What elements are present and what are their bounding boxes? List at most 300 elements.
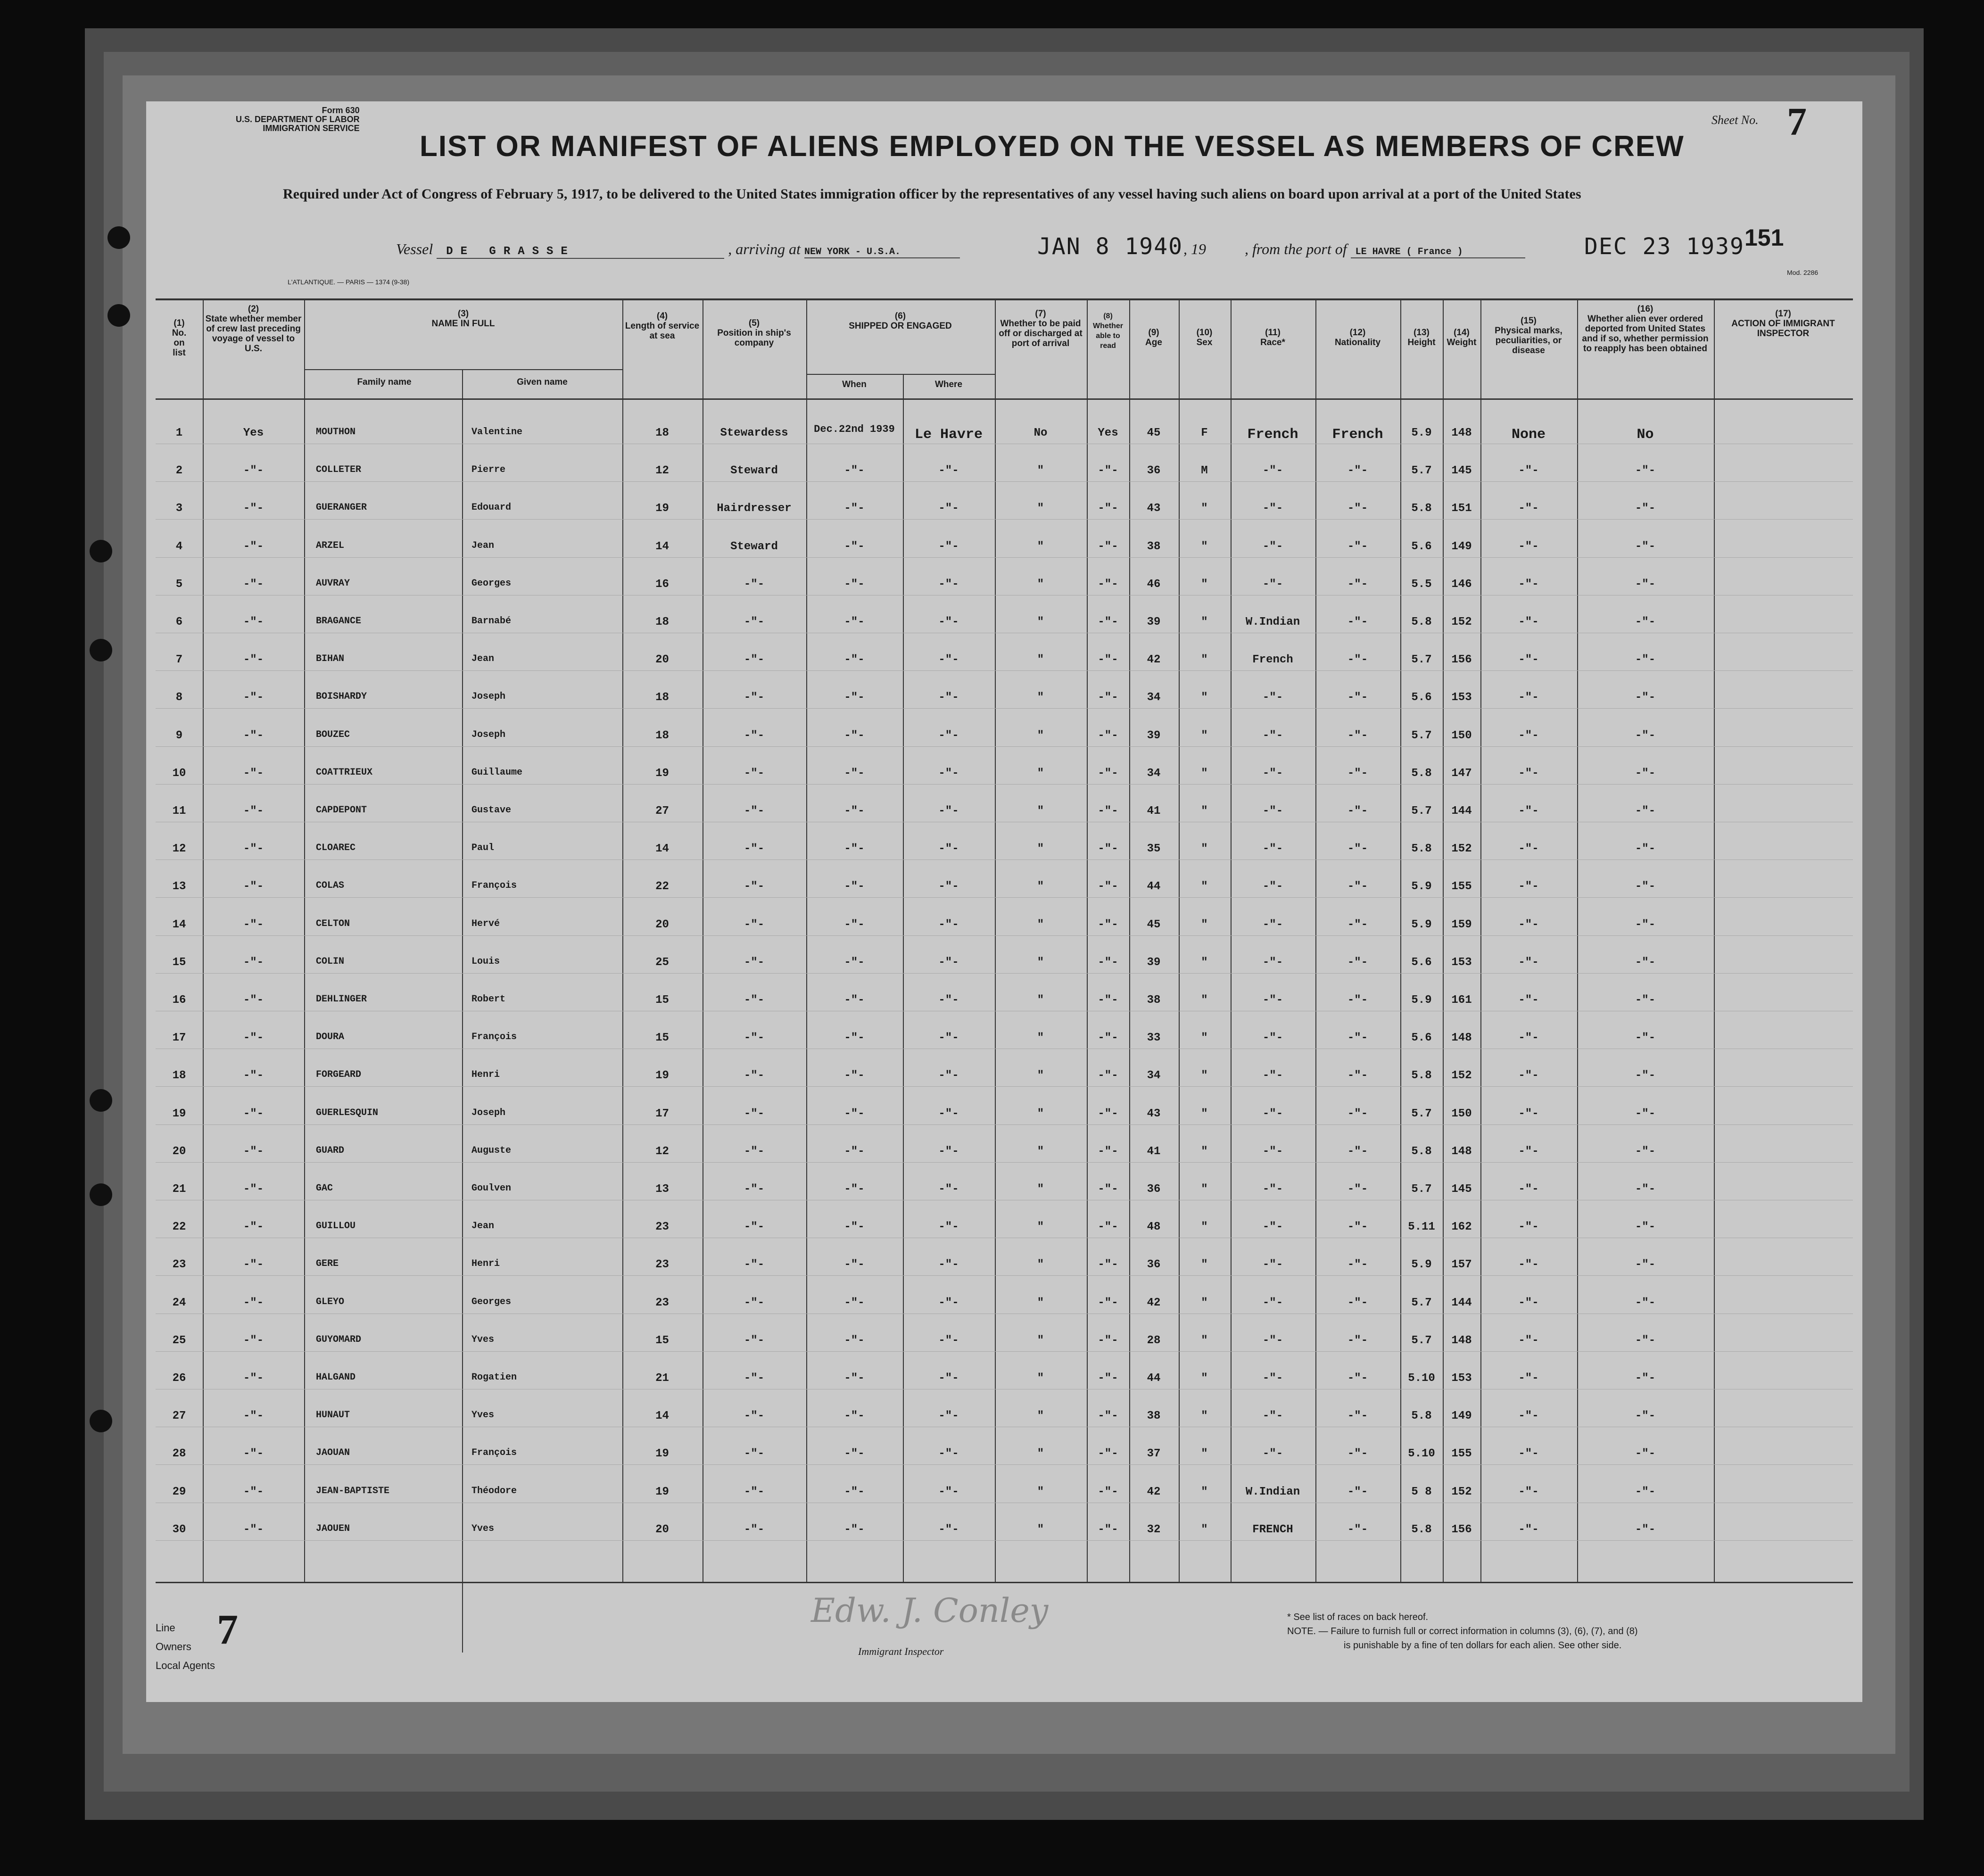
deported: -"- — [1635, 616, 1656, 628]
row-number: 7 — [175, 653, 183, 667]
physical-marks: -"- — [1518, 805, 1539, 818]
paid-off: " — [1037, 729, 1044, 742]
sex: " — [1201, 653, 1208, 667]
family-name: CELTON — [316, 918, 350, 929]
age: 32 — [1147, 1523, 1161, 1536]
previous-voyage: Yes — [243, 427, 264, 439]
physical-marks: -"- — [1518, 767, 1539, 780]
weight: 148 — [1451, 427, 1472, 439]
row-rule — [156, 935, 1853, 936]
age: 39 — [1147, 956, 1161, 969]
weight: 156 — [1451, 1523, 1472, 1536]
able-to-read: Yes — [1098, 427, 1118, 439]
length-of-service: 23 — [655, 1296, 669, 1309]
age: 34 — [1147, 767, 1161, 780]
shipped-where: -"- — [938, 1372, 959, 1385]
sex: " — [1201, 616, 1208, 628]
document-subtitle: Required under Act of Congress of February 5, 1917, to be delivered to the United States immigration officer by the representatives of any vessel having such aliens on board upon arrival at a port of the United States — [283, 186, 1581, 202]
height: 5.8 — [1411, 502, 1432, 515]
given-name: Louis — [471, 956, 500, 967]
physical-marks: -"- — [1518, 1107, 1539, 1120]
binder-hole — [90, 639, 112, 661]
nationality: -"- — [1347, 1107, 1368, 1120]
shipped-when: -"- — [844, 1032, 865, 1045]
physical-marks: -"- — [1518, 843, 1539, 856]
shipped-when: -"- — [844, 1296, 865, 1309]
paid-off: " — [1037, 653, 1044, 667]
column-divider — [1087, 299, 1088, 1582]
deported: -"- — [1635, 540, 1656, 553]
weight: 149 — [1451, 1410, 1472, 1423]
shipped-when: -"- — [844, 464, 865, 478]
column-divider — [1714, 299, 1715, 1582]
position: -"- — [744, 880, 765, 893]
form-number: Form 630 — [322, 106, 360, 115]
row-number: 10 — [172, 767, 186, 780]
age: 42 — [1147, 653, 1161, 667]
length-of-service: 20 — [655, 653, 669, 667]
paid-off: " — [1037, 767, 1044, 780]
page-number: 151 — [1744, 224, 1784, 251]
length-of-service: 13 — [655, 1183, 669, 1196]
age: 34 — [1147, 1069, 1161, 1083]
previous-voyage: -"- — [243, 805, 264, 818]
physical-marks: -"- — [1518, 1221, 1539, 1234]
shipped-where: -"- — [938, 1258, 959, 1272]
row-rule — [156, 1464, 1853, 1465]
subheader-line — [806, 374, 995, 375]
nationality: -"- — [1347, 1485, 1368, 1498]
paid-off: " — [1037, 1523, 1044, 1536]
position: Hairdresser — [717, 502, 792, 515]
length-of-service: 27 — [655, 805, 669, 818]
physical-marks: -"- — [1518, 653, 1539, 667]
shipped-when: -"- — [844, 1334, 865, 1347]
sex: " — [1201, 994, 1208, 1007]
age: 36 — [1147, 1183, 1161, 1196]
family-name: COLIN — [316, 956, 345, 967]
able-to-read: -"- — [1098, 578, 1118, 591]
nationality: -"- — [1347, 956, 1368, 969]
position: -"- — [744, 1221, 765, 1234]
row-number: 22 — [172, 1221, 186, 1234]
row-number: 28 — [172, 1447, 186, 1461]
binder-hole — [90, 1183, 112, 1206]
header-col4: (4) Length of service at sea — [625, 311, 700, 341]
length-of-service: 19 — [655, 1447, 669, 1461]
able-to-read: -"- — [1098, 956, 1118, 969]
family-name: AUVRAY — [316, 578, 350, 589]
position: -"- — [744, 1069, 765, 1083]
given-name: Paul — [471, 843, 495, 854]
race: -"- — [1262, 1221, 1283, 1234]
physical-marks: None — [1511, 427, 1546, 443]
height: 5.7 — [1411, 1183, 1432, 1196]
nationality: -"- — [1347, 691, 1368, 704]
weight: 149 — [1451, 540, 1472, 553]
header-col1: (1) No. on list — [172, 318, 187, 358]
family-name: DOURA — [316, 1032, 345, 1043]
header-col14: (14) Weight — [1447, 328, 1477, 347]
shipped-where: -"- — [938, 1107, 959, 1120]
previous-voyage: -"- — [243, 729, 264, 742]
previous-voyage: -"- — [243, 1410, 264, 1423]
header-col11: (11) Race* — [1260, 328, 1285, 347]
previous-voyage: -"- — [243, 1221, 264, 1234]
weight: 147 — [1451, 767, 1472, 780]
header-col6-where: Where — [934, 380, 963, 389]
nationality: -"- — [1347, 1032, 1368, 1045]
able-to-read: -"- — [1098, 1183, 1118, 1196]
nationality: -"- — [1347, 1069, 1368, 1083]
height: 5.7 — [1411, 1296, 1432, 1309]
family-name: GLEYO — [316, 1296, 345, 1307]
nationality: -"- — [1347, 994, 1368, 1007]
weight: 145 — [1451, 464, 1472, 478]
previous-voyage: -"- — [243, 918, 264, 931]
column-divider — [806, 299, 807, 1582]
sex: " — [1201, 1069, 1208, 1083]
length-of-service: 15 — [655, 1032, 669, 1045]
physical-marks: -"- — [1518, 1410, 1539, 1423]
height: 5.9 — [1411, 427, 1432, 439]
row-rule — [156, 1162, 1853, 1163]
deported: -"- — [1635, 880, 1656, 893]
family-name: JAOUEN — [316, 1523, 350, 1534]
row-number: 12 — [172, 843, 186, 856]
shipped-where: -"- — [938, 918, 959, 931]
shipped-when: -"- — [844, 653, 865, 667]
length-of-service: 16 — [655, 578, 669, 591]
family-name: JEAN-BAPTISTE — [316, 1485, 390, 1496]
header-bottom-border — [156, 398, 1853, 400]
shipped-where: Le Havre — [914, 427, 983, 443]
row-number: 16 — [172, 994, 186, 1007]
nationality: -"- — [1347, 729, 1368, 742]
physical-marks: -"- — [1518, 1258, 1539, 1272]
given-name: Pierre — [471, 464, 506, 476]
age: 46 — [1147, 578, 1161, 591]
physical-marks: -"- — [1518, 502, 1539, 515]
header-col3: (3) NAME IN FULL — [431, 309, 495, 329]
length-of-service: 18 — [655, 729, 669, 742]
shipped-where: -"- — [938, 729, 959, 742]
nationality: -"- — [1347, 880, 1368, 893]
height: 5.8 — [1411, 1069, 1432, 1083]
able-to-read: -"- — [1098, 767, 1118, 780]
deported: -"- — [1635, 1334, 1656, 1347]
height: 5.6 — [1411, 540, 1432, 553]
previous-voyage: -"- — [243, 1523, 264, 1536]
row-rule — [156, 746, 1853, 747]
weight: 162 — [1451, 1221, 1472, 1234]
printer-line: L'ATLANTIQUE. — PARIS — 1374 (9-38) — [288, 278, 410, 286]
race: W.Indian — [1245, 616, 1300, 628]
age: 34 — [1147, 691, 1161, 704]
sex: " — [1201, 880, 1208, 893]
row-rule — [156, 859, 1853, 860]
shipped-where: -"- — [938, 1032, 959, 1045]
nationality: -"- — [1347, 540, 1368, 553]
sex: " — [1201, 918, 1208, 931]
family-name: MOUTHON — [316, 427, 356, 438]
paid-off: " — [1037, 1334, 1044, 1347]
sex: " — [1201, 1372, 1208, 1385]
race: -"- — [1262, 1107, 1283, 1120]
family-name: COLLETER — [316, 464, 362, 476]
header-col10: (10) Sex — [1196, 328, 1213, 347]
row-number: 23 — [172, 1258, 186, 1272]
race: -"- — [1262, 1447, 1283, 1461]
row-number: 30 — [172, 1523, 186, 1536]
previous-voyage: -"- — [243, 1145, 264, 1158]
weight: 152 — [1451, 1485, 1472, 1498]
row-rule — [156, 1351, 1853, 1352]
height: 5 8 — [1411, 1485, 1432, 1498]
deported: -"- — [1635, 956, 1656, 969]
able-to-read: -"- — [1098, 918, 1118, 931]
header-col5: (5) Position in ship's company — [717, 318, 791, 348]
row-rule — [156, 1124, 1853, 1125]
header-col6: (6) SHIPPED OR ENGAGED — [849, 311, 952, 331]
position: -"- — [744, 1410, 765, 1423]
age: 28 — [1147, 1334, 1161, 1347]
given-name: Georges — [471, 578, 512, 589]
able-to-read: -"- — [1098, 1410, 1118, 1423]
header-col8: (8) Whether able to read — [1093, 312, 1123, 350]
previous-voyage: -"- — [243, 502, 264, 515]
previous-voyage: -"- — [243, 1296, 264, 1309]
length-of-service: 19 — [655, 1069, 669, 1083]
able-to-read: -"- — [1098, 1221, 1118, 1234]
year-label: , 19 — [1183, 240, 1206, 257]
length-of-service: 23 — [655, 1221, 669, 1234]
shipped-when: -"- — [844, 691, 865, 704]
position: -"- — [744, 918, 765, 931]
physical-marks: -"- — [1518, 616, 1539, 628]
shipped-where: -"- — [938, 691, 959, 704]
position: -"- — [744, 1296, 765, 1309]
given-name: François — [471, 880, 517, 892]
deported: -"- — [1635, 1372, 1656, 1385]
shipped-when: -"- — [844, 1069, 865, 1083]
given-name: François — [471, 1032, 517, 1043]
previous-voyage: -"- — [243, 540, 264, 553]
shipped-when: -"- — [844, 616, 865, 628]
sex: " — [1201, 578, 1208, 591]
physical-marks: -"- — [1518, 1296, 1539, 1309]
mod-number: Mod. 2286 — [1787, 269, 1819, 276]
row-number: 26 — [172, 1372, 186, 1385]
paid-off: " — [1037, 956, 1044, 969]
departure-date-stamp: DEC 23 1939 — [1584, 233, 1744, 260]
given-name: Joseph — [471, 729, 506, 740]
nationality: -"- — [1347, 805, 1368, 818]
deported: -"- — [1635, 843, 1656, 856]
shipped-when: -"- — [844, 918, 865, 931]
previous-voyage: -"- — [243, 1334, 264, 1347]
column-divider — [1231, 299, 1232, 1582]
length-of-service: 25 — [655, 956, 669, 969]
header-col16: (16) Whether alien ever ordered deported from United States and if so, whether permission to reapply has been obtained — [1582, 304, 1709, 354]
shipped-when: -"- — [844, 1145, 865, 1158]
shipped-where: -"- — [938, 1183, 959, 1196]
sex: " — [1201, 1485, 1208, 1498]
weight: 152 — [1451, 616, 1472, 628]
weight: 155 — [1451, 1447, 1472, 1461]
race: -"- — [1262, 1372, 1283, 1385]
row-number: 4 — [175, 540, 183, 553]
age: 33 — [1147, 1032, 1161, 1045]
given-name: Jean — [471, 653, 495, 665]
family-name: CLOAREC — [316, 843, 356, 854]
shipped-where: -"- — [938, 1410, 959, 1423]
height: 5.7 — [1411, 1334, 1432, 1347]
position: -"- — [744, 691, 765, 704]
physical-marks: -"- — [1518, 1032, 1539, 1045]
header-col13: (13) Height — [1407, 328, 1436, 347]
able-to-read: -"- — [1098, 1069, 1118, 1083]
able-to-read: -"- — [1098, 1372, 1118, 1385]
race: -"- — [1262, 1145, 1283, 1158]
race: -"- — [1262, 1032, 1283, 1045]
height: 5.9 — [1411, 1258, 1432, 1272]
family-name: COATTRIEUX — [316, 767, 373, 778]
row-rule — [156, 1540, 1853, 1541]
race: French — [1252, 653, 1293, 667]
shipped-when: -"- — [844, 1410, 865, 1423]
deported: -"- — [1635, 1032, 1656, 1045]
column-divider — [1400, 299, 1401, 1582]
previous-voyage: -"- — [243, 1258, 264, 1272]
sex: " — [1201, 1258, 1208, 1272]
shipped-where: -"- — [938, 502, 959, 515]
header-col7: (7) Whether to be paid off or discharged at port of arrival — [999, 309, 1083, 348]
paid-off: " — [1037, 1447, 1044, 1461]
manifest-sheet — [146, 101, 1862, 1702]
previous-voyage: -"- — [243, 1183, 264, 1196]
position: -"- — [744, 767, 765, 780]
header-col3-family: Family name — [357, 377, 412, 387]
previous-voyage: -"- — [243, 1447, 264, 1461]
weight: 161 — [1451, 994, 1472, 1007]
weight: 144 — [1451, 1296, 1472, 1309]
sex: " — [1201, 691, 1208, 704]
position: -"- — [744, 1372, 765, 1385]
deported: -"- — [1635, 653, 1656, 667]
binder-hole — [90, 1410, 112, 1432]
shipped-where: -"- — [938, 1296, 959, 1309]
row-rule — [156, 784, 1853, 785]
binder-hole — [90, 1089, 112, 1112]
position: -"- — [744, 956, 765, 969]
paid-off: " — [1037, 691, 1044, 704]
able-to-read: -"- — [1098, 616, 1118, 628]
family-name: GUERLESQUIN — [316, 1107, 379, 1118]
previous-voyage: -"- — [243, 616, 264, 628]
height: 5.6 — [1411, 691, 1432, 704]
length-of-service: 14 — [655, 1410, 669, 1423]
family-name: GERE — [316, 1258, 339, 1270]
nationality: -"- — [1347, 1296, 1368, 1309]
race: W.Indian — [1245, 1485, 1300, 1498]
paid-off: " — [1037, 1069, 1044, 1083]
given-name: Théodore — [471, 1485, 517, 1496]
given-name: Rogatien — [471, 1372, 517, 1383]
paid-off: " — [1037, 918, 1044, 931]
header-col3-given: Given name — [517, 377, 568, 387]
from-port: LE HAVRE ( France ) — [1351, 247, 1525, 258]
shipped-where: -"- — [938, 1485, 959, 1498]
physical-marks: -"- — [1518, 880, 1539, 893]
age: 43 — [1147, 1107, 1161, 1120]
previous-voyage: -"- — [243, 1032, 264, 1045]
shipped-when: -"- — [844, 1258, 865, 1272]
family-name: HALGAND — [316, 1372, 356, 1383]
previous-voyage: -"- — [243, 1485, 264, 1498]
height: 5.7 — [1411, 464, 1432, 478]
height: 5.7 — [1411, 729, 1432, 742]
column-divider — [1179, 299, 1180, 1582]
inspector-signature: Edw. J. Conley — [811, 1591, 1049, 1630]
row-number: 14 — [172, 918, 186, 931]
race: -"- — [1262, 464, 1283, 478]
paid-off: " — [1037, 1485, 1044, 1498]
deported: -"- — [1635, 691, 1656, 704]
binder-hole — [107, 226, 130, 249]
sex: " — [1201, 843, 1208, 856]
sex: " — [1201, 729, 1208, 742]
nationality: -"- — [1347, 578, 1368, 591]
position: -"- — [744, 1485, 765, 1498]
shipped-where: -"- — [938, 1334, 959, 1347]
physical-marks: -"- — [1518, 918, 1539, 931]
paid-off: No — [1033, 427, 1048, 439]
age: 44 — [1147, 1372, 1161, 1385]
row-number: 29 — [172, 1485, 186, 1498]
vessel-name: DE GRASSE — [437, 245, 724, 259]
race: FRENCH — [1252, 1523, 1293, 1536]
inspector-label: Immigrant Inspector — [858, 1645, 944, 1657]
shipped-where: -"- — [938, 578, 959, 591]
length-of-service: 14 — [655, 843, 669, 856]
height: 5.9 — [1411, 994, 1432, 1007]
shipped-when: -"- — [844, 502, 865, 515]
sex: " — [1201, 1107, 1208, 1120]
sex: " — [1201, 1032, 1208, 1045]
physical-marks: -"- — [1518, 578, 1539, 591]
paid-off: " — [1037, 464, 1044, 478]
age: 42 — [1147, 1485, 1161, 1498]
physical-marks: -"- — [1518, 1183, 1539, 1196]
paid-off: " — [1037, 616, 1044, 628]
sheet-number: 7 — [1787, 101, 1807, 144]
previous-voyage: -"- — [243, 578, 264, 591]
family-name: GUYOMARD — [316, 1334, 362, 1345]
previous-voyage: -"- — [243, 994, 264, 1007]
sex: " — [1201, 1183, 1208, 1196]
race: -"- — [1262, 1296, 1283, 1309]
given-name: Henri — [471, 1069, 500, 1081]
position: -"- — [744, 729, 765, 742]
able-to-read: -"- — [1098, 805, 1118, 818]
sex: F — [1201, 427, 1208, 439]
row-rule — [156, 1275, 1853, 1276]
paid-off: " — [1037, 1258, 1044, 1272]
length-of-service: 19 — [655, 502, 669, 515]
height: 5.10 — [1408, 1372, 1435, 1385]
shipped-where: -"- — [938, 1221, 959, 1234]
